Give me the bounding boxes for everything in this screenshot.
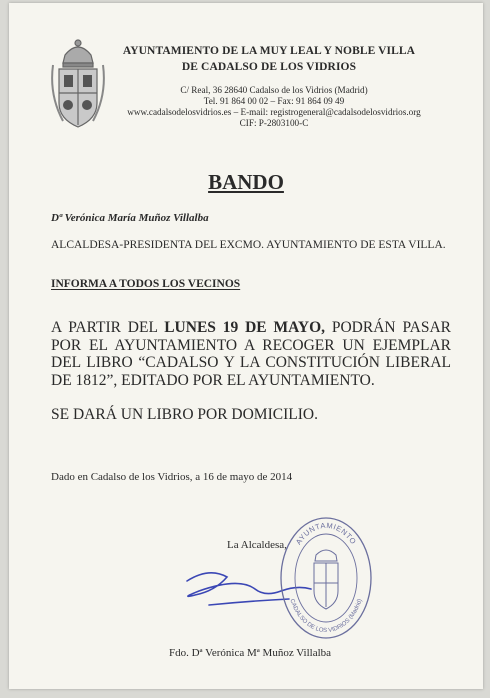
coat-of-arms-icon xyxy=(49,35,107,133)
letterhead-title xyxy=(104,43,434,75)
notice-paragraph xyxy=(51,319,451,389)
inform-heading: INFORMA A TODOS LOS VECINOS xyxy=(51,278,241,290)
signer-name: Dª Verónica María Muñoz Villalba xyxy=(51,212,209,224)
stamp-bottom-text: CADALSO DE LOS VIDRIOS (Madrid) xyxy=(288,598,364,635)
notice-lead: A PARTIR DEL xyxy=(51,319,165,336)
signed-by-line: Fdo. Dª Verónica Mª Muñoz Villalba xyxy=(169,647,332,659)
svg-text:AYUNTAMIENTO xyxy=(294,521,358,546)
letterhead-name-line-1: AYUNTAMIENTO DE LA MUY LEAL Y NOBLE VILLA xyxy=(122,45,416,57)
document-page xyxy=(9,3,483,689)
notice-rest: PODRÁN PASAR POR EL AYUNTAMIENTO A RECOGER UN EJEMPLAR DEL LIBRO “CADALSO Y LA CONSTITUCIÓN LIBERAL DE 1812”, EDITADO POR EL AYUNTAMIENTO. xyxy=(51,319,451,389)
letterhead-name-line-2: DE CADALSO DE LOS VIDRIOS xyxy=(181,61,357,73)
document-title: BANDO xyxy=(208,170,284,194)
official-stamp xyxy=(277,515,375,641)
mayor-label: La Alcaldesa, xyxy=(227,539,287,551)
letterhead-web-email: www.cadalsodelosvidrios.es – E-mail: registrogeneral@cadalsodelosvidrios.org xyxy=(127,107,421,117)
stamp-top-text: AYUNTAMIENTO xyxy=(293,520,359,547)
signer-position: ALCALDESA-PRESIDENTA DEL EXCMO. AYUNTAMIENTO DE ESTA VILLA. xyxy=(51,239,446,251)
letterhead-phone-fax: Tel. 91 864 00 02 – Fax: 91 864 09 49 xyxy=(203,96,345,106)
date-line: Dado en Cadalso de los Vidrios, a 16 de mayo de 2014 xyxy=(51,471,293,483)
letterhead-cif: CIF: P-2803100-C xyxy=(239,118,309,128)
household-notice: SE DARÁ UN LIBRO POR DOMICILIO. xyxy=(51,406,318,423)
letterhead-address: C/ Real, 36 28640 Cadalso de los Vidrios (Madrid) xyxy=(180,85,368,95)
notice-date: LUNES 19 DE MAYO, xyxy=(164,319,326,336)
letterhead-contact xyxy=(109,85,439,129)
